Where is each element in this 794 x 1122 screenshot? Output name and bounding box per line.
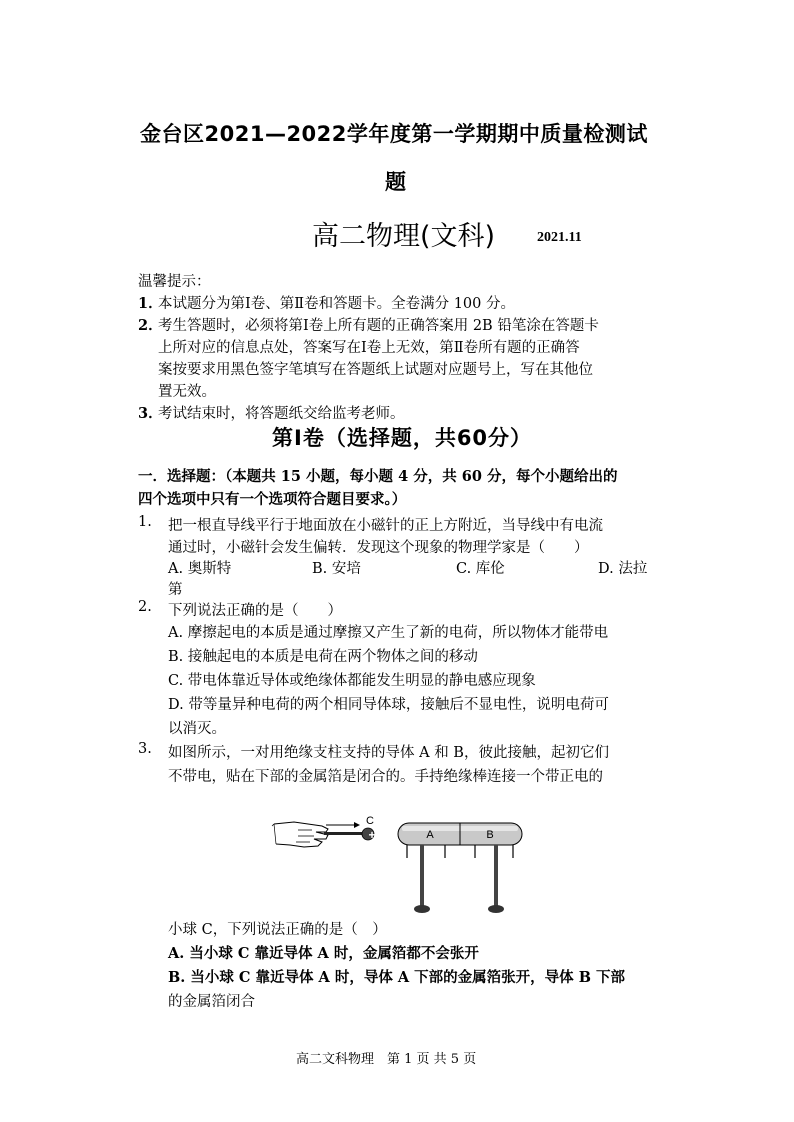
page-footer: 高二文科物理 第 1 页 共 5 页 — [296, 1052, 477, 1067]
q2-option-d-wrap: 以消灭。 — [168, 721, 226, 737]
subject-title: 高二物理(文科) — [312, 221, 496, 252]
q3-stem-line-2: 不带电，贴在下部的金属箔是闭合的。手持绝缘棒连接一个带正电的 — [168, 769, 603, 785]
exam-title-line2: 题 — [385, 170, 407, 194]
conductor-b-label: B — [486, 829, 494, 841]
notice-item-2-line-2: 上所对应的信息点处，答案写在Ⅰ卷上无效，第Ⅱ卷所有题的正确答 — [158, 340, 580, 356]
q3-stem-line-3: 小球 C，下列说法正确的是（ ） — [168, 922, 387, 938]
insulating-stands — [414, 845, 504, 913]
notice-item-2-line-1: 考生答题时，必须将第Ⅰ卷上所有题的正确答案用 2B 铅笔涂在答题卡 — [158, 318, 599, 334]
part-1-instructions-line-1: 一．选择题：（本题共 15 小题，每小题 4 分，共 60 分，每个小题给出的 — [138, 468, 618, 485]
notice-item-2-line-3: 案按要求用黑色签字笔填写在答题纸上试题对应题号上，写在其他位 — [158, 362, 593, 378]
part-1-instructions-line-2: 四个选项中只有一个选项符合题目要求。） — [138, 491, 407, 508]
q3-option-b-line-2: 的金属箔闭合 — [168, 994, 255, 1010]
q3-number: 3. — [138, 741, 152, 757]
notice-item-1-text: 本试题分为第Ⅰ卷、第Ⅱ卷和答题卡。全卷满分 100 分。 — [158, 296, 515, 312]
q1-option-b: B. 安培 — [312, 561, 361, 577]
q1-option-d-wrap: 第 — [168, 582, 183, 598]
q1-number: 1. — [138, 514, 152, 530]
q2-option-d: D. 带等量异种电荷的两个相同导体球，接触后不显电性，说明电荷可 — [168, 697, 609, 713]
q2-option-c: C. 带电体靠近导体或绝缘体都能发生明显的静电感应现象 — [168, 673, 536, 689]
q2-option-b: B. 接触起电的本质是电荷在两个物体之间的移动 — [168, 649, 478, 665]
q1-stem-line-2: 通过时，小磁针会发生偏转．发现这个现象的物理学家是（ ） — [168, 540, 589, 556]
conductor-a-label: A — [426, 829, 434, 841]
section-1-heading: 第Ⅰ卷（选择题，共60分） — [272, 426, 533, 450]
conductor-pair — [398, 823, 522, 845]
motion-arrow-icon — [326, 822, 360, 828]
q2-number: 2. — [138, 599, 152, 615]
q1-option-d: D. 法拉 — [598, 561, 648, 577]
notice-item-3-number: 3． — [138, 405, 163, 422]
notice-item-2-number: 2． — [138, 317, 163, 334]
insulating-rod — [324, 832, 362, 835]
notice-heading: 温馨提示： — [138, 274, 211, 290]
hand-illustration — [272, 822, 328, 847]
q2-stem: 下列说法正确的是（ ） — [168, 603, 342, 619]
notice-item-1-number: 1． — [138, 295, 163, 312]
conductor-figure — [268, 812, 528, 918]
q3-option-b-line-1: B. 当小球 C 靠近导体 A 时，导体 A 下部的金属箔张开，导体 B 下部 — [168, 969, 626, 986]
q1-option-a: A. 奥斯特 — [168, 561, 232, 577]
q3-stem-line-1: 如图所示，一对用绝缘支柱支持的导体 A 和 B，彼此接触，起初它们 — [168, 745, 609, 761]
exam-title-line1: 金台区2021—2022学年度第一学期期中质量检测试 — [140, 122, 648, 146]
q1-option-c: C. 库伦 — [456, 561, 505, 577]
q2-option-a: A. 摩擦起电的本质是通过摩擦又产生了新的电荷，所以物体才能带电 — [168, 625, 609, 641]
q3-option-a: A. 当小球 C 靠近导体 A 时，金属箔都不会张开 — [168, 945, 479, 962]
q1-stem-line-1: 把一根直导线平行于地面放在小磁针的正上方附近，当导线中有电流 — [168, 518, 603, 534]
notice-item-2-line-4: 置无效。 — [158, 384, 216, 400]
exam-date: 2021.11 — [537, 230, 582, 245]
ball-c-label: C — [366, 815, 374, 827]
notice-item-3-text: 考试结束时，将答题纸交给监考老师。 — [158, 406, 405, 422]
positive-charge-sign: + — [368, 828, 376, 842]
